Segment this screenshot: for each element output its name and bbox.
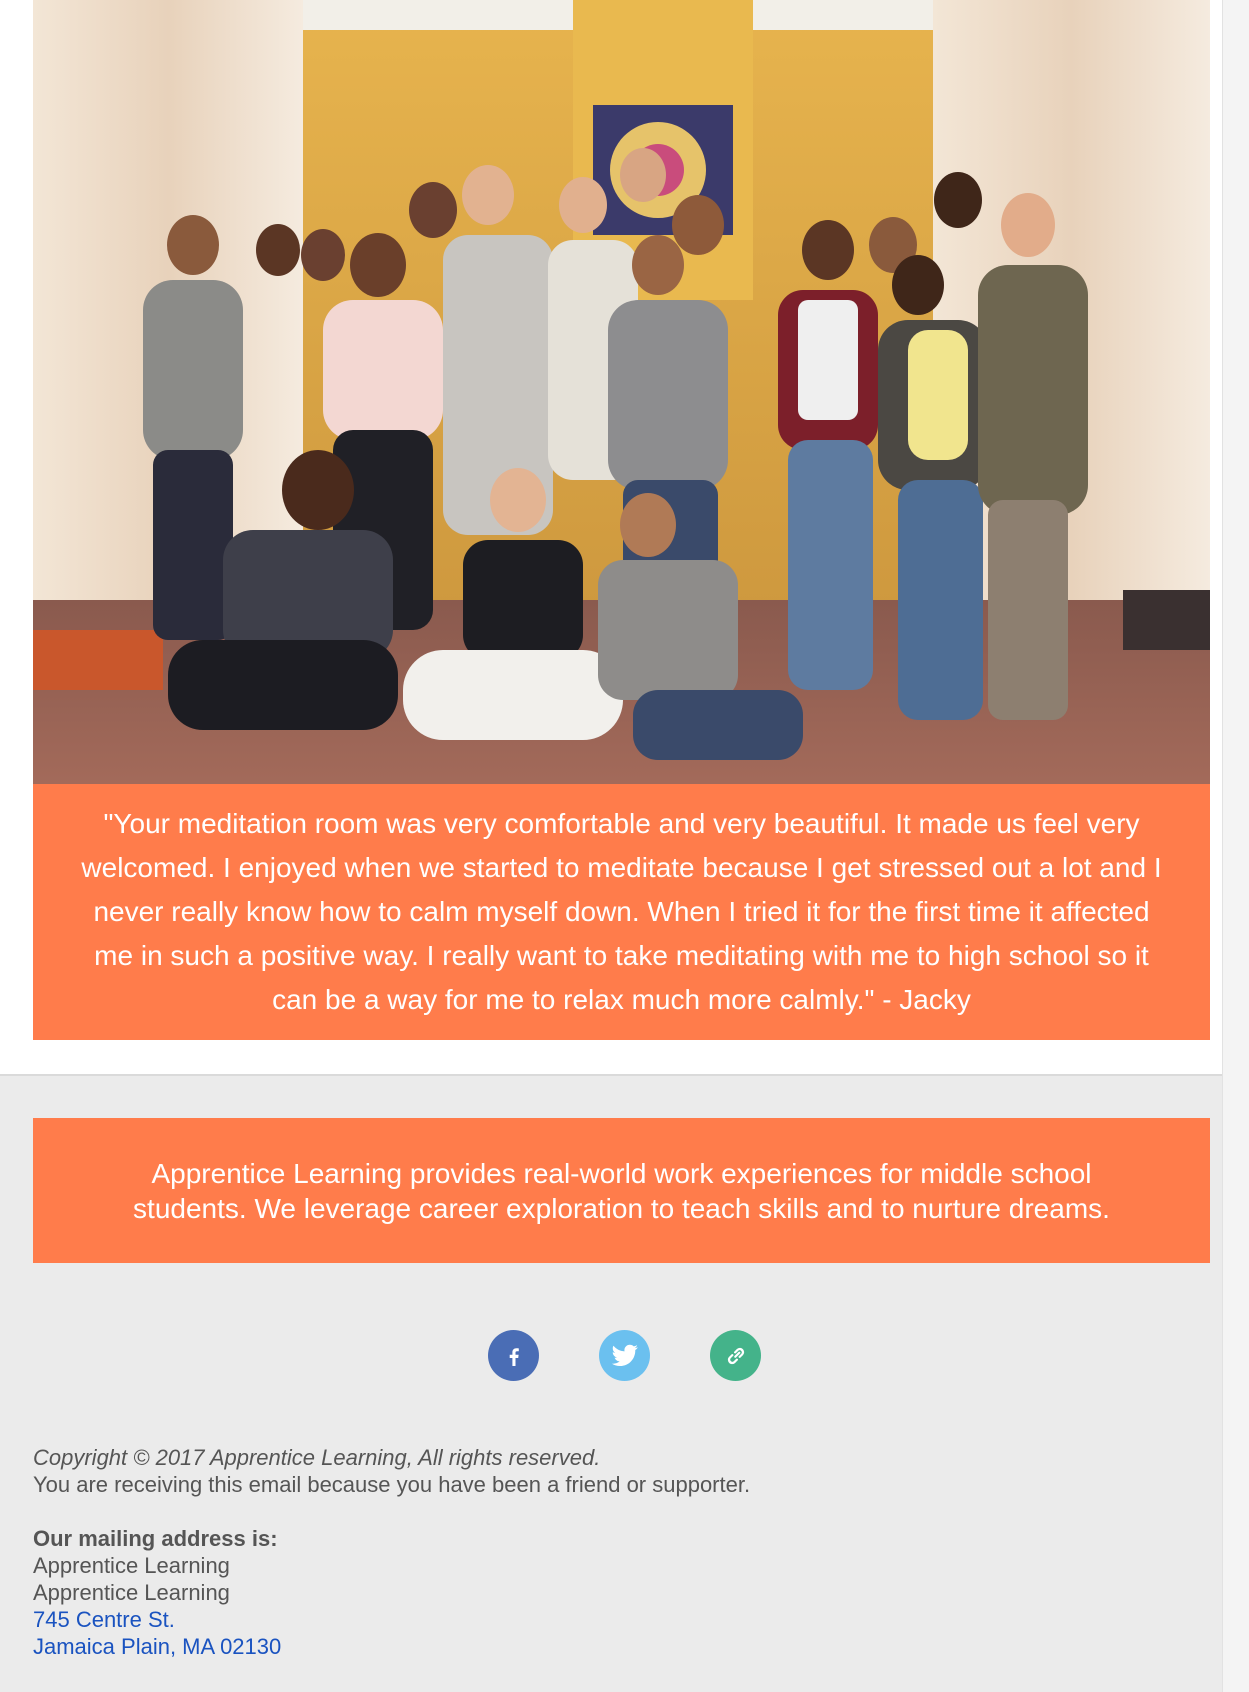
scrollbar-track[interactable] xyxy=(1222,0,1249,1692)
mission-statement-box xyxy=(33,1118,1210,1263)
address-street-link[interactable]: 745 Centre St. xyxy=(33,1607,175,1632)
mission-statement-text: Apprentice Learning provides real-world work experiences for middle school students. We leverage career exploration to teach skills and to nurture dreams. xyxy=(133,1157,1110,1224)
testimonial-quote-box xyxy=(33,784,1210,1040)
group-photo-illustration xyxy=(33,0,1210,784)
twitter-icon xyxy=(611,1344,639,1368)
link-icon xyxy=(723,1343,749,1369)
group-photo xyxy=(33,0,1210,784)
copyright-text: Copyright © 2017 Apprentice Learning, All rights reserved. xyxy=(33,1445,601,1470)
testimonial-quote-text: "Your meditation room was very comfortable and very beautiful. It made us feel very welcomed. I enjoyed when we started to meditate because I get stressed out a lot and I never really know how to calm myself down. When I tried it for the first time it affected me in such a positive way. I really want to take meditating with me to high school so it can be a way for me to relax much more calmly." - Jacky xyxy=(81,808,1162,1015)
subscription-reason-text: You are receiving this email because you have been a friend or supporter. xyxy=(33,1472,751,1497)
social-links xyxy=(0,1330,1249,1381)
facebook-link[interactable] xyxy=(488,1330,539,1381)
email-footer xyxy=(33,1444,1133,1660)
mailing-address-heading: Our mailing address is: xyxy=(33,1526,278,1551)
address-city-link[interactable]: Jamaica Plain, MA 02130 xyxy=(33,1634,282,1659)
twitter-link[interactable] xyxy=(599,1330,650,1381)
website-link[interactable] xyxy=(710,1330,761,1381)
address-line-1: Apprentice Learning xyxy=(33,1553,230,1578)
facebook-icon xyxy=(502,1344,526,1368)
address-line-2: Apprentice Learning xyxy=(33,1580,230,1605)
